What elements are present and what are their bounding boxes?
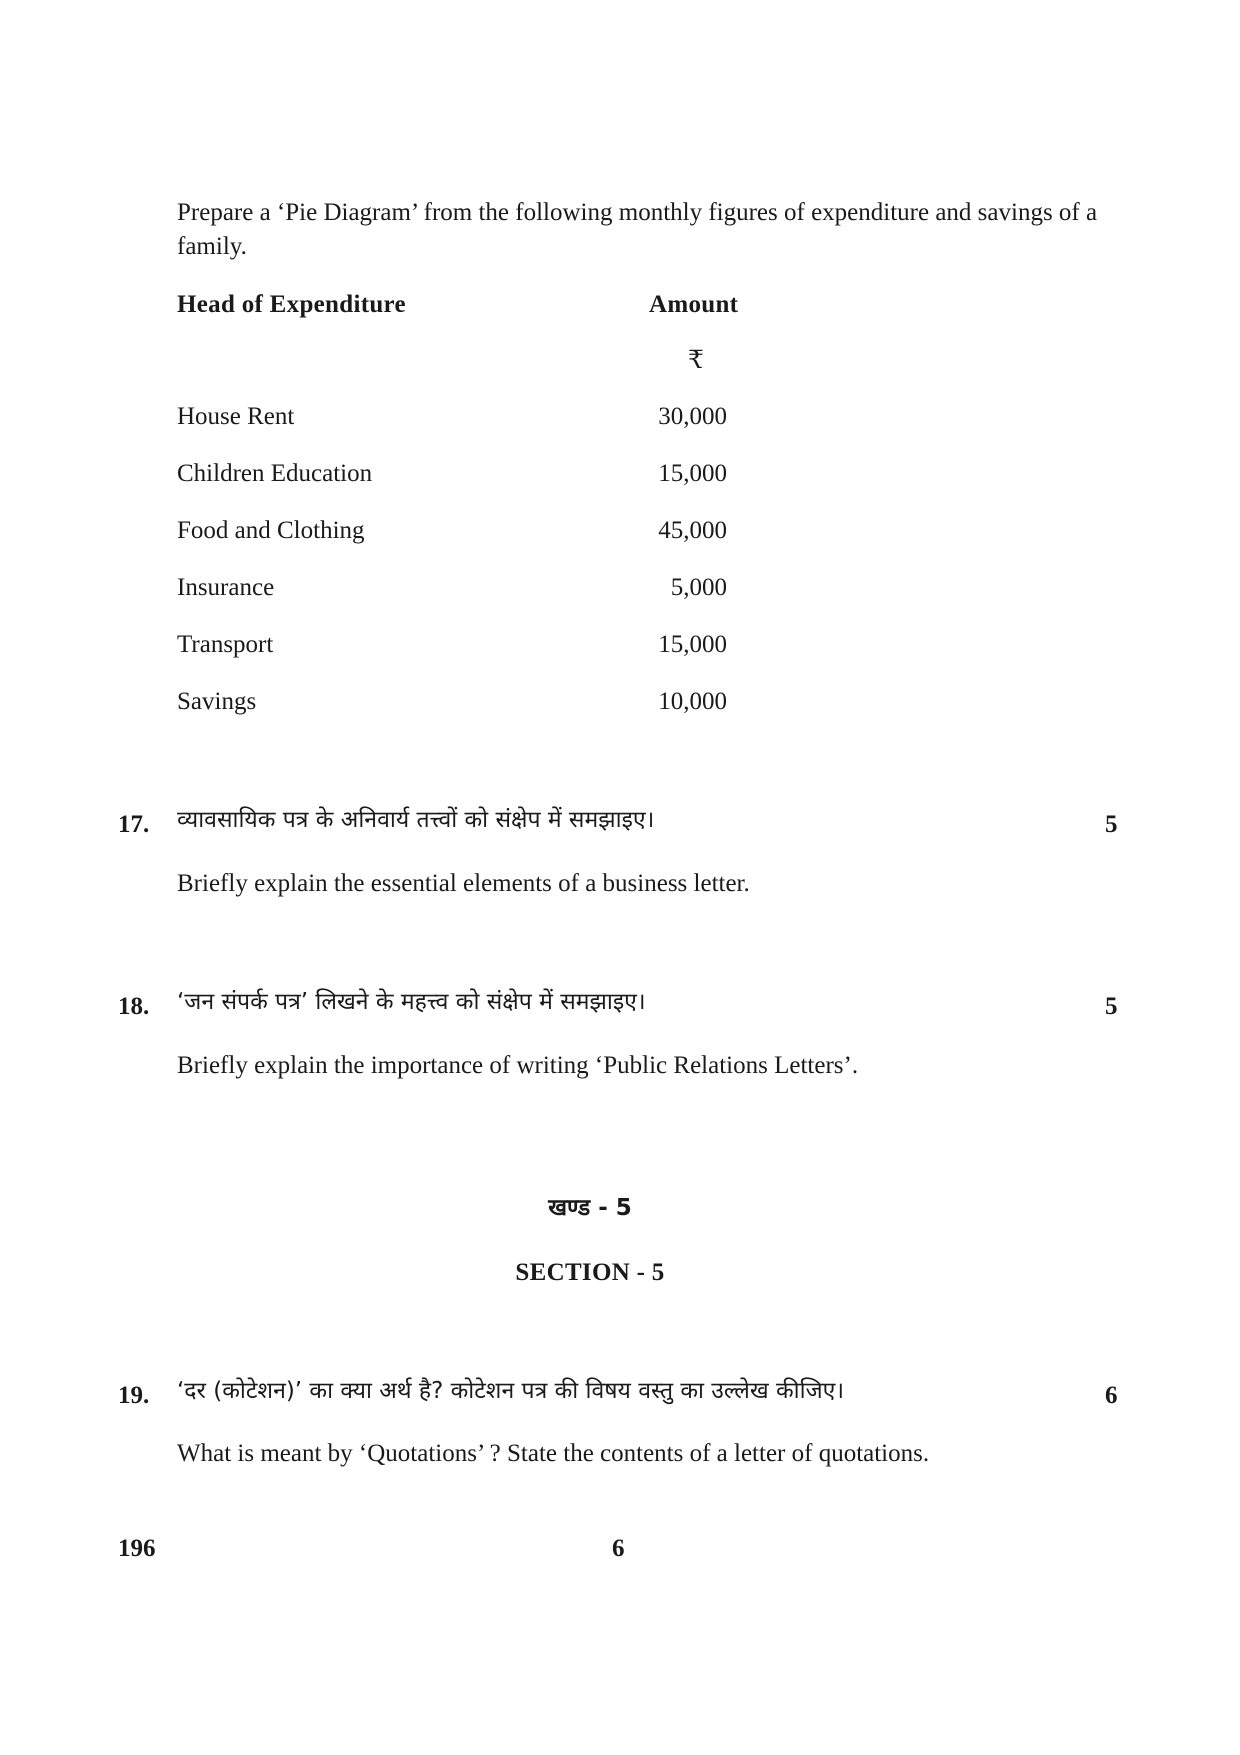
table-header-amount: Amount xyxy=(649,291,739,318)
table-header-head-of-expenditure: Head of Expenditure xyxy=(177,291,406,318)
question-number: 18. xyxy=(118,993,150,1020)
table-row-label: Insurance xyxy=(177,574,275,601)
table-row-value: 15,000 xyxy=(658,460,727,487)
question-marks: 5 xyxy=(1105,811,1118,838)
table-row-label: Savings xyxy=(177,688,257,715)
question-text-english: What is meant by ‘Quotations’ ? State the contents of a letter of quotations. xyxy=(177,1440,930,1467)
question-number: 17. xyxy=(118,811,150,838)
table-row-label: Transport xyxy=(177,631,274,658)
question-text-hindi: ‘दर (कोटेशन)’ का क्या अर्थ है? कोटेशन पत्र की विषय वस्तु का उल्लेख कीजिए। xyxy=(177,1378,845,1404)
question-text-hindi: ‘जन संपर्क पत्र’ लिखने के महत्त्व को संक्षेप में समझाइए। xyxy=(177,989,646,1015)
table-row-value: 45,000 xyxy=(658,517,727,544)
paper-code: 196 xyxy=(118,1535,156,1562)
table-row-value: 10,000 xyxy=(658,688,727,715)
question-text-english: Briefly explain the importance of writing ‘Public Relations Letters’. xyxy=(177,1052,859,1079)
pie-diagram-instruction: Prepare a ‘Pie Diagram’ from the following monthly figures of expenditure and savings of a family. xyxy=(177,199,1098,260)
section-heading-english: SECTION - 5 xyxy=(515,1259,665,1286)
page-number: 6 xyxy=(612,1535,625,1562)
question-marks: 6 xyxy=(1105,1382,1118,1409)
currency-unit: ₹ xyxy=(688,347,704,374)
table-row-value: 15,000 xyxy=(658,631,727,658)
question-marks: 5 xyxy=(1105,993,1118,1020)
table-row-label: Food and Clothing xyxy=(177,517,365,544)
table-row-label: House Rent xyxy=(177,403,295,430)
table-row-value: 30,000 xyxy=(658,403,727,430)
question-text-english: Briefly explain the essential elements of a business letter. xyxy=(177,870,750,897)
question-text-hindi: व्यावसायिक पत्र के अनिवार्य तत्त्वों को संक्षेप में समझाइए। xyxy=(177,807,655,833)
table-row-value: 5,000 xyxy=(670,574,727,601)
section-heading-hindi: खण्ड - 5 xyxy=(548,1195,632,1221)
table-row-label: Children Education xyxy=(177,460,373,487)
question-number: 19. xyxy=(118,1382,150,1409)
